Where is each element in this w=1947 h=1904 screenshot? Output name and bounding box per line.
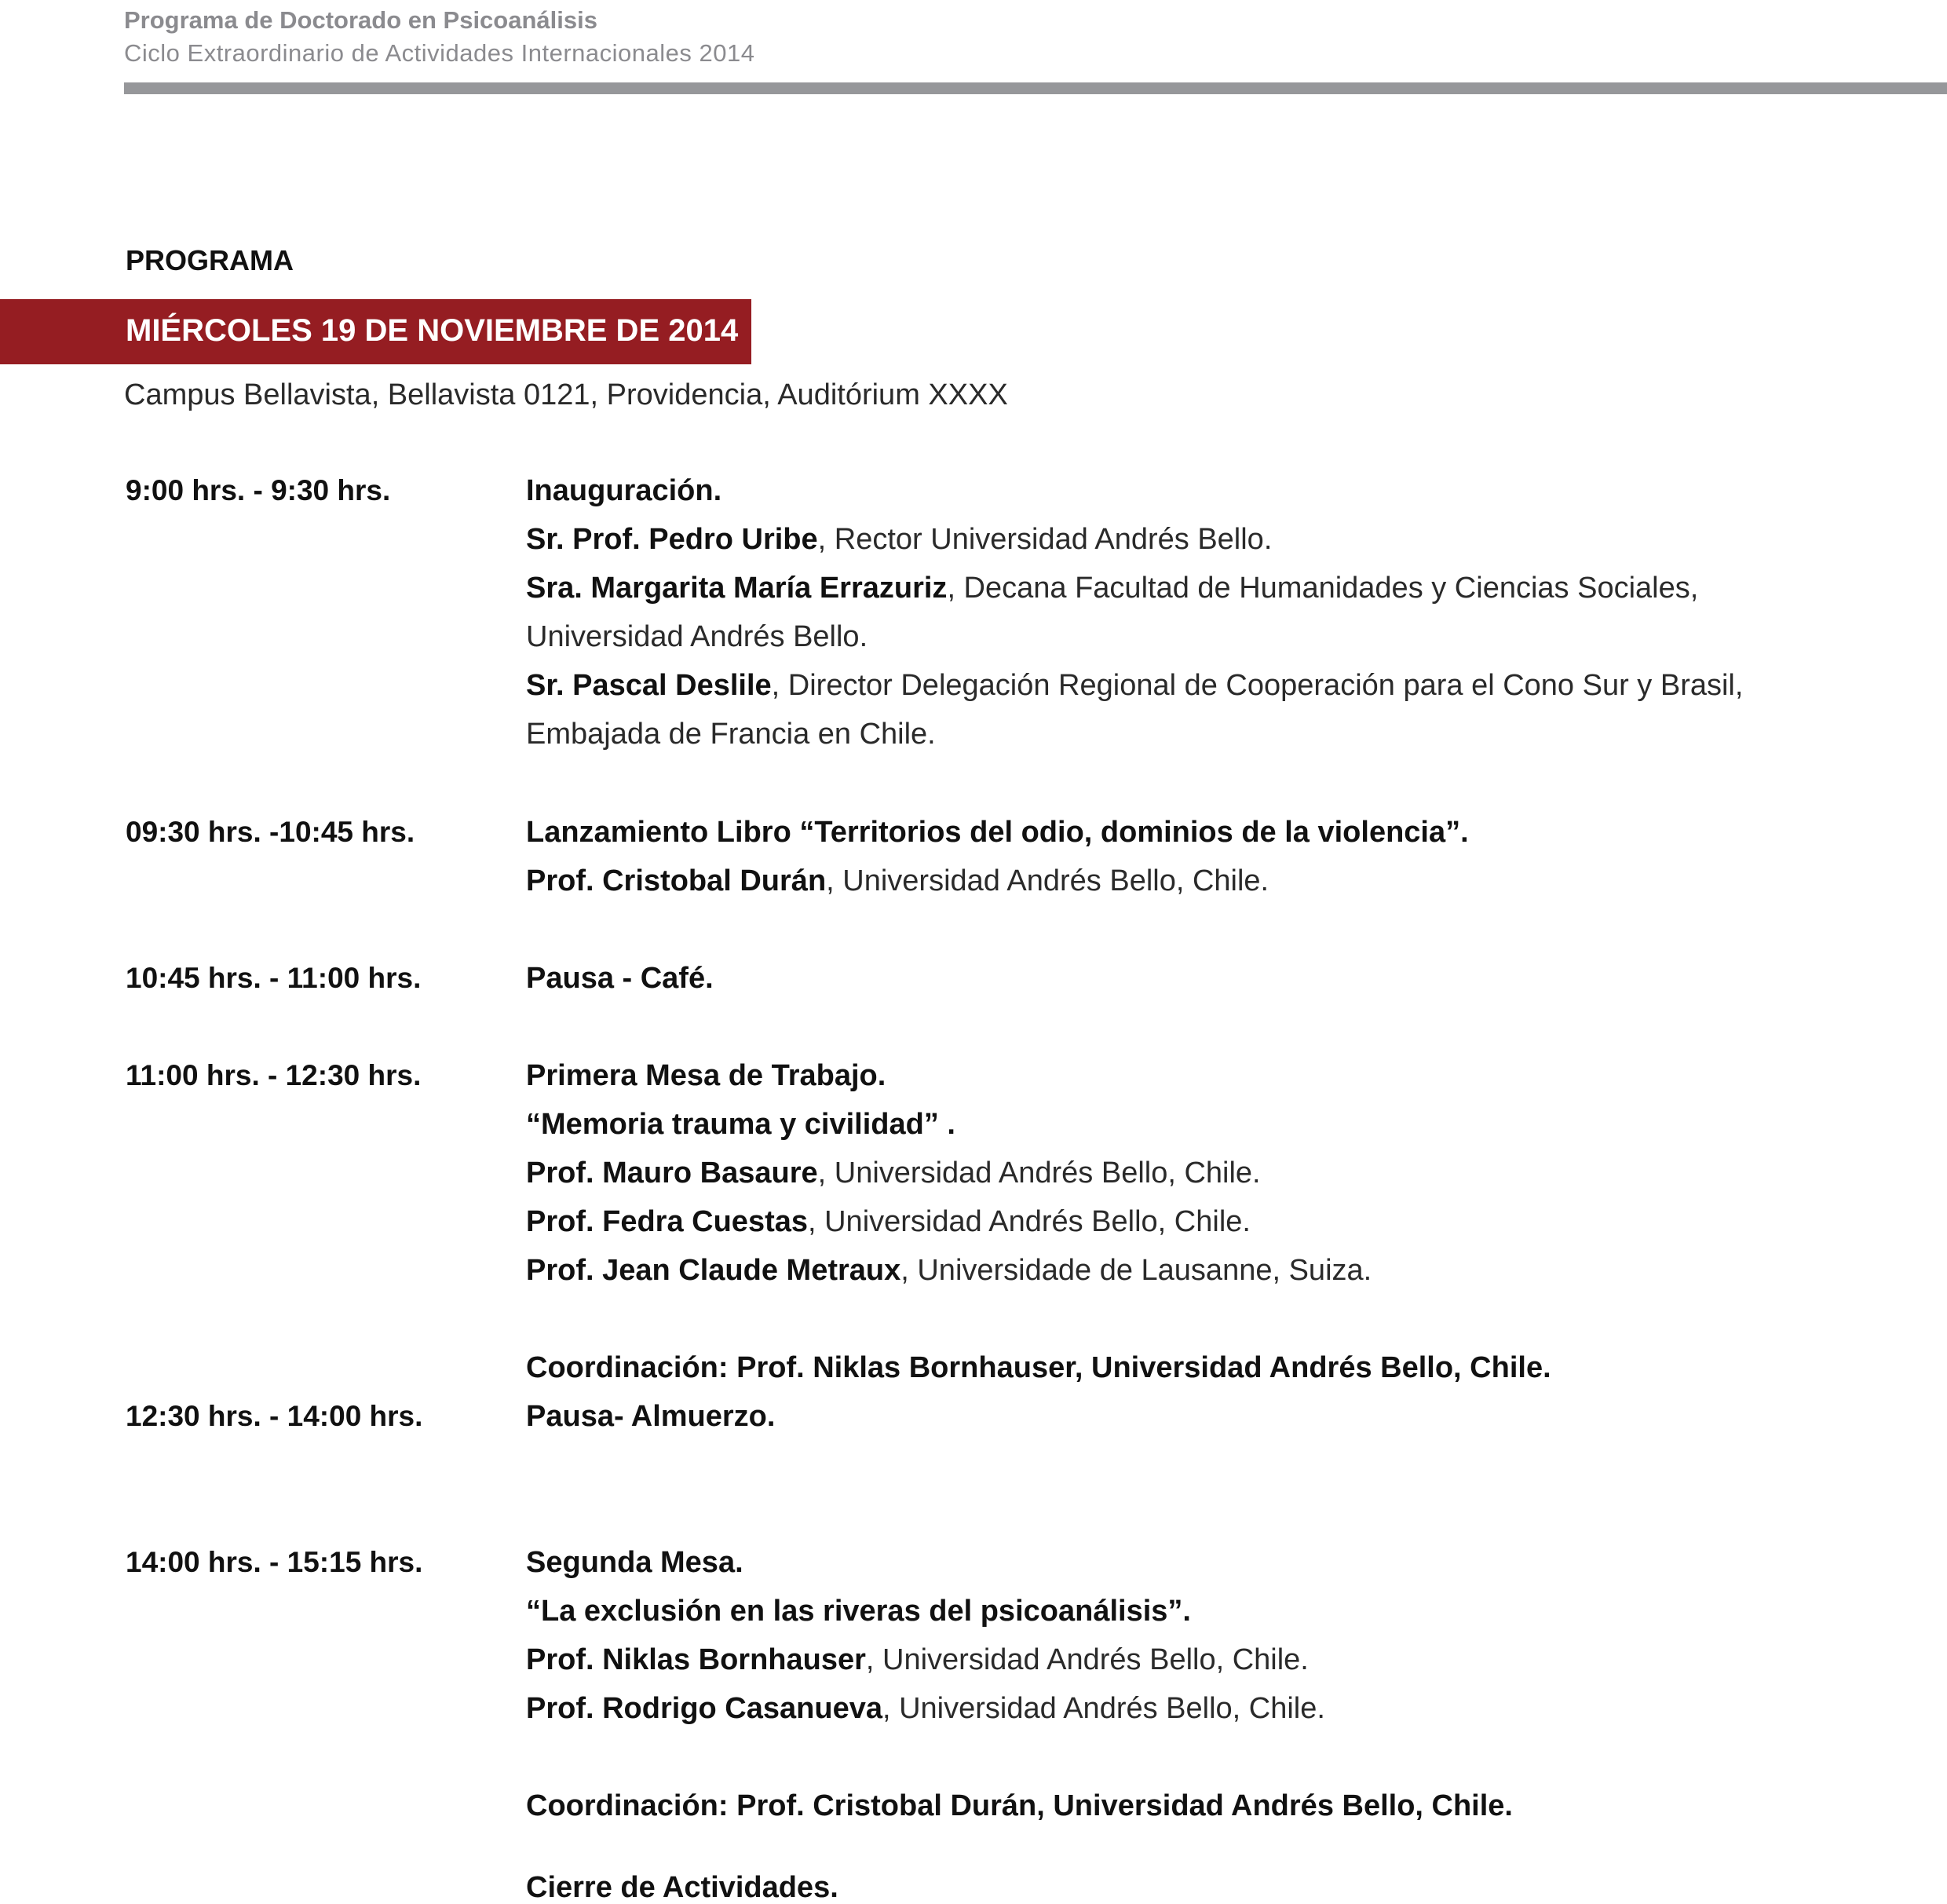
date-text: MIÉRCOLES 19 DE NOVIEMBRE DE 2014 xyxy=(126,313,739,348)
speaker-line xyxy=(526,1158,1261,1188)
speaker-affiliation: , Rector Universidad Andrés Bello. xyxy=(817,523,1273,556)
session-time: 12:30 hrs. - 14:00 hrs. xyxy=(126,1400,423,1432)
session-title: Inauguración. xyxy=(526,474,722,507)
speaker-line xyxy=(526,1207,1251,1237)
speaker-line xyxy=(526,524,1272,554)
session-time: 14:00 hrs. - 15:15 hrs. xyxy=(126,1546,423,1578)
speaker-line xyxy=(526,1694,1325,1723)
session-subtitle: “Memoria trauma y civilidad” . xyxy=(526,1108,955,1141)
speaker-line xyxy=(526,866,1269,896)
section-label: PROGRAMA xyxy=(126,244,294,276)
session-time: 09:30 hrs. -10:45 hrs. xyxy=(126,816,415,848)
speaker-name: Sra. Margarita María Errazuriz xyxy=(526,572,948,605)
speaker-name: Prof. Rodrigo Casanueva xyxy=(526,1692,882,1725)
speaker-name: Prof. Cristobal Durán xyxy=(526,864,827,897)
speaker-affiliation: , Director Delegación Regional de Cooperación para el Cono Sur y Brasil, xyxy=(771,669,1744,702)
speaker-affiliation: , Universidade de Lausanne, Suiza. xyxy=(900,1254,1372,1287)
speaker-name: Sr. Prof. Pedro Uribe xyxy=(526,523,818,556)
header-divider xyxy=(124,82,1947,94)
speaker-affiliation-continued: Universidad Andrés Bello. xyxy=(526,620,868,653)
speaker-affiliation: , Universidad Andrés Bello, Chile. xyxy=(817,1157,1261,1190)
session-time: 11:00 hrs. - 12:30 hrs. xyxy=(126,1059,422,1091)
session-title: Primera Mesa de Trabajo. xyxy=(526,1059,886,1092)
speaker-line xyxy=(526,573,1698,603)
session-title: Pausa - Café. xyxy=(526,962,714,995)
venue-text: Campus Bellavista, Bellavista 0121, Providencia, Auditórium XXXX xyxy=(124,378,1008,411)
program-title: Programa de Doctorado en Psicoanálisis xyxy=(124,6,597,34)
speaker-affiliation: , Universidad Andrés Bello, Chile. xyxy=(882,1692,1325,1725)
session-title: Pausa- Almuerzo. xyxy=(526,1400,776,1433)
cycle-subtitle: Ciclo Extraordinario de Actividades Internacionales 2014 xyxy=(124,39,755,67)
speaker-affiliation: , Universidad Andrés Bello, Chile. xyxy=(865,1643,1309,1676)
session-title: Segunda Mesa. xyxy=(526,1546,743,1579)
date-banner xyxy=(0,299,751,364)
speaker-affiliation: , Decana Facultad de Humanidades y Ciencias Sociales, xyxy=(947,572,1699,605)
speaker-affiliation: , Universidad Andrés Bello, Chile. xyxy=(808,1205,1251,1238)
speaker-name: Prof. Niklas Bornhauser xyxy=(526,1643,866,1676)
speaker-line xyxy=(526,671,1743,700)
speaker-name: Sr. Pascal Deslile xyxy=(526,669,772,702)
coordination-line: Coordinación: Prof. Cristobal Durán, Universidad Andrés Bello, Chile. xyxy=(526,1789,1513,1822)
speaker-name: Prof. Jean Claude Metraux xyxy=(526,1254,901,1287)
speaker-line xyxy=(526,1645,1309,1675)
speaker-name: Prof. Mauro Basaure xyxy=(526,1157,818,1190)
speaker-affiliation-continued: Embajada de Francia en Chile. xyxy=(526,718,936,751)
session-title: Lanzamiento Libro “Territorios del odio, dominios de la violencia”. xyxy=(526,816,1469,849)
coordination-line: Coordinación: Prof. Niklas Bornhauser, Universidad Andrés Bello, Chile. xyxy=(526,1351,1551,1384)
session-subtitle: “La exclusión en las riveras del psicoanálisis”. xyxy=(526,1595,1191,1628)
speaker-affiliation: , Universidad Andrés Bello, Chile. xyxy=(826,864,1269,897)
session-time: 9:00 hrs. - 9:30 hrs. xyxy=(126,474,391,506)
speaker-name: Prof. Fedra Cuestas xyxy=(526,1205,808,1238)
speaker-line xyxy=(526,1255,1372,1285)
session-time: 10:45 hrs. - 11:00 hrs. xyxy=(126,962,422,994)
closing-line: Cierre de Actividades. xyxy=(526,1871,838,1904)
